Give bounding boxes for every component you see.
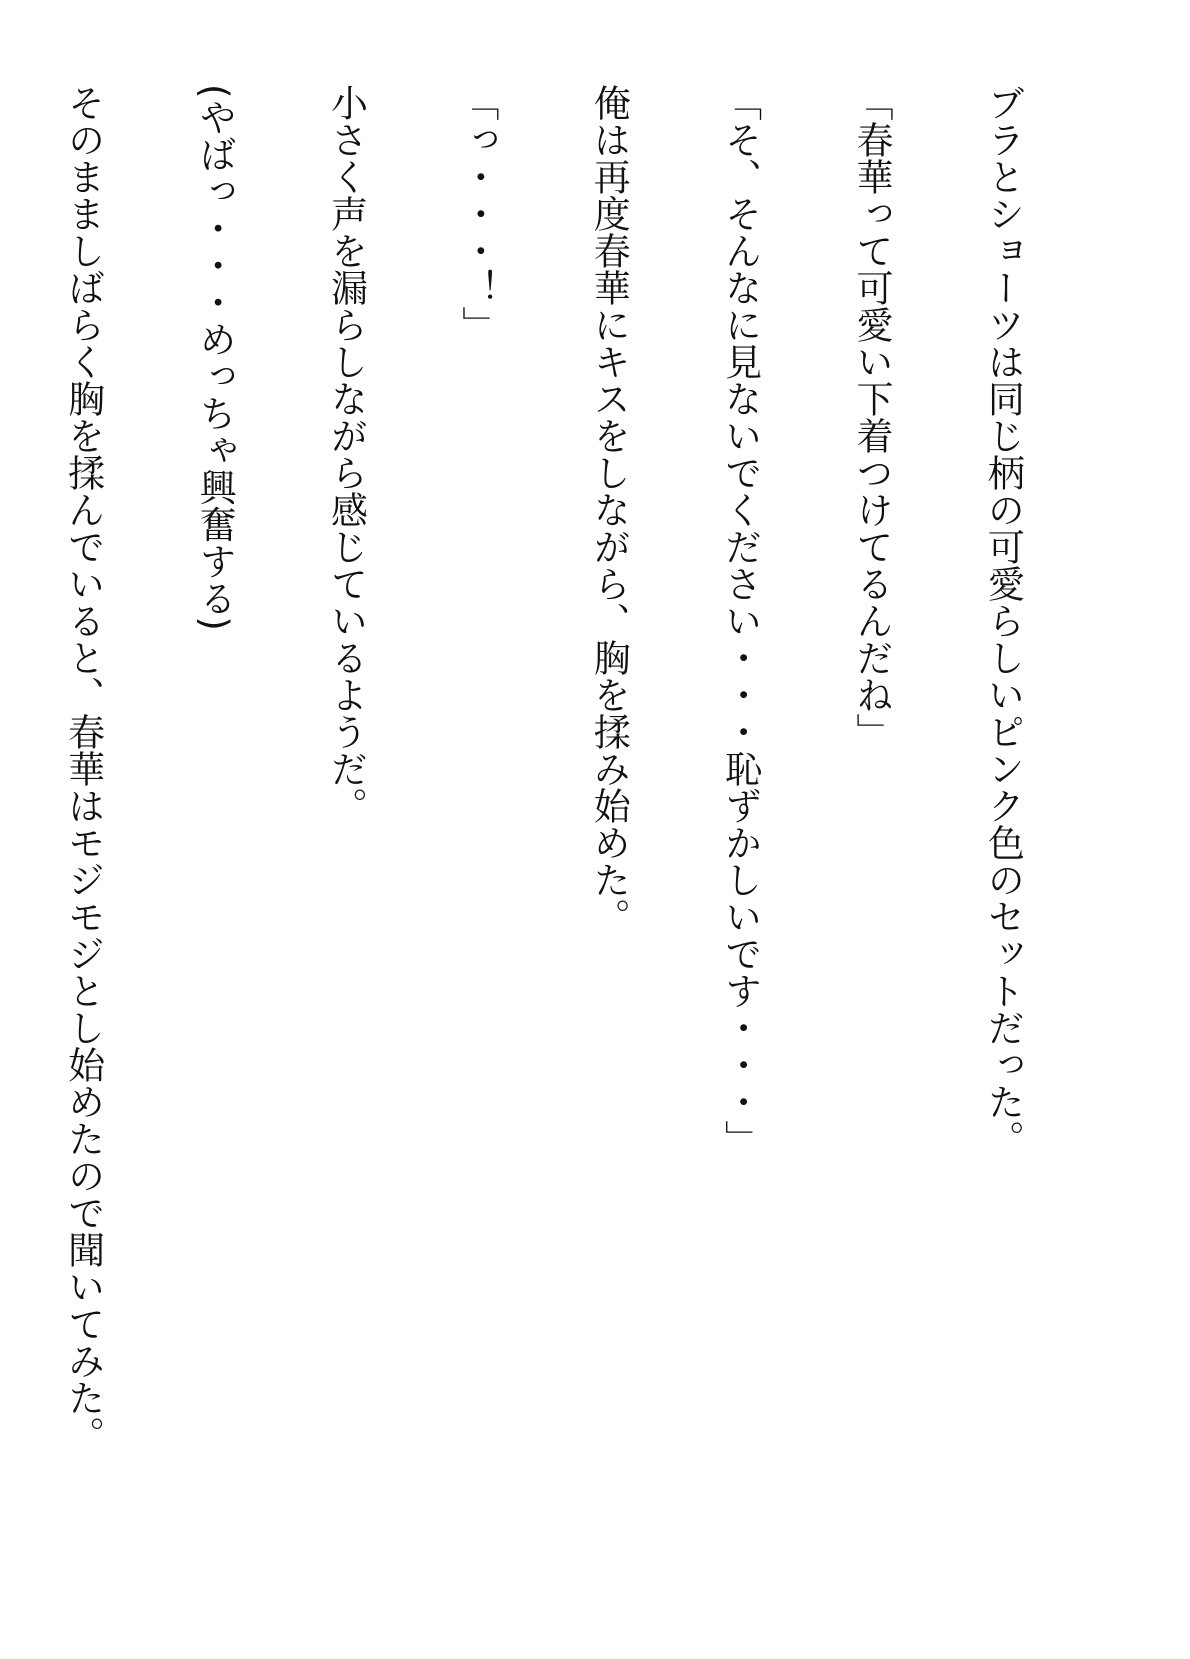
text-line: 「春華って可愛い下着つけてるんだね」 [850, 84, 894, 750]
text-line: 「そ、そんなに見ないでください・・・恥ずかしいです・・・」 [718, 84, 762, 1157]
vertical-text-body [0, 84, 1112, 1453]
text-line: 俺は再度春華にキスをしながら、胸を揉み始めた。 [587, 84, 631, 935]
text-line: ブラとショーツは同じ柄の可愛らしいピンク色のセットだった。 [981, 84, 1025, 1157]
text-line: そのまましばらく胸を揉んでいると、春華はモジモジとし始めたので聞いてみた。 [61, 84, 105, 1453]
text-line: 小さく声を漏らしながら感じているようだ。 [324, 84, 368, 824]
text-line: 「っ・・・！」 [455, 84, 499, 343]
text-line: (やばっ・・・めっちゃ興奮する) [193, 84, 237, 631]
